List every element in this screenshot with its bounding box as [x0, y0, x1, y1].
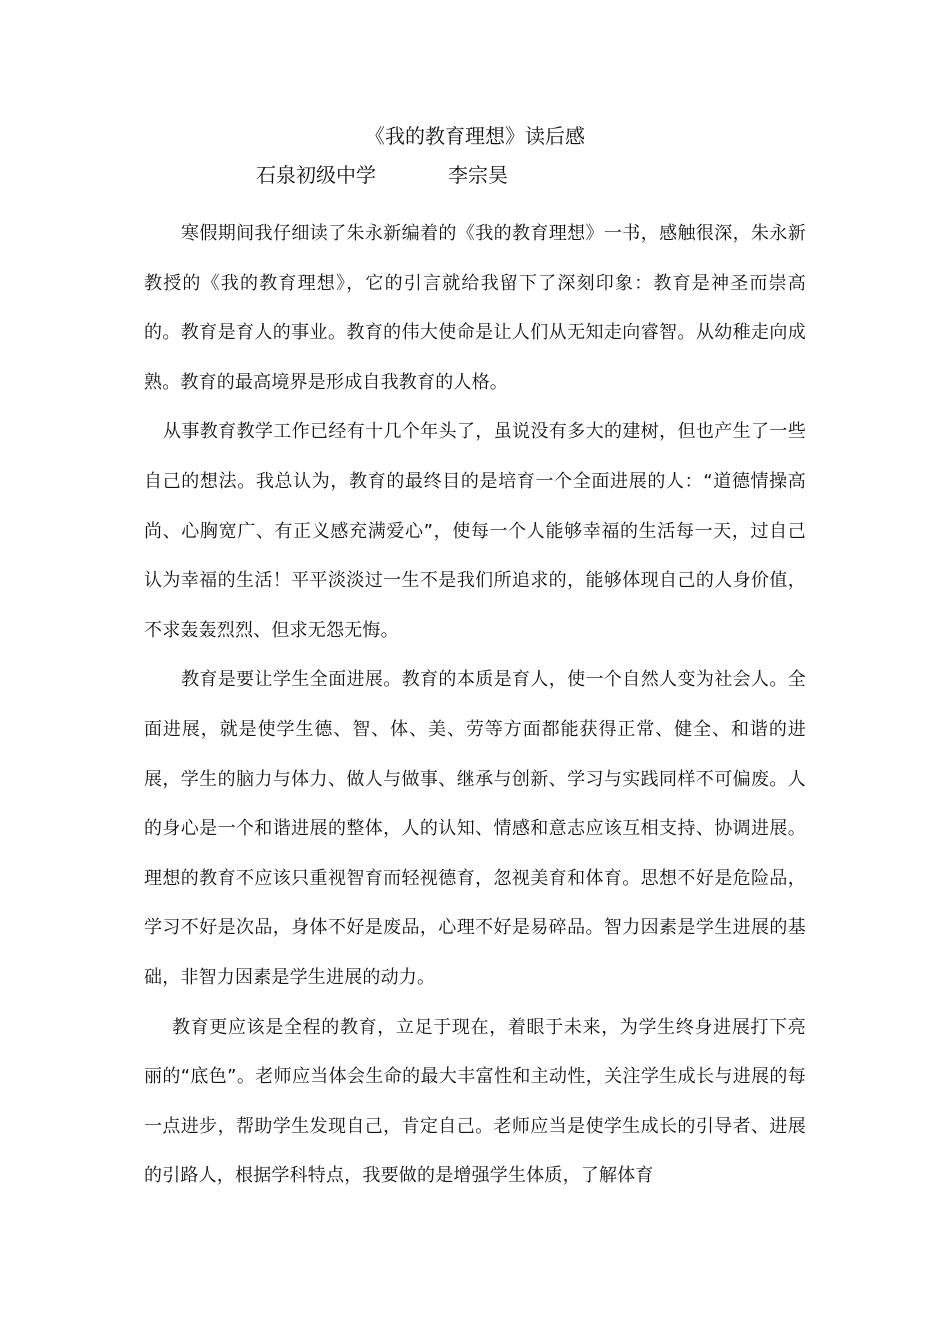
document-body	[144, 209, 806, 1201]
paragraph-1: 寒假期间我仔细读了朱永新编着的《我的教育理想》一书，感触很深，朱永新教授的《我的教育理想》，它的引言就给我留下了深刻印象：教育是神圣而崇高的。教育是育人的事业。教育的伟大使命是让人们从无知走向睿智。从幼稚走向成熟。教育的最高境界是形成自我教育的人格。	[144, 223, 806, 393]
paragraph-2: 从事教育教学工作已经有十几个年头了，虽说没有多大的建树，但也产生了一些自己的想法。我总认为，教育的最终目的是培育一个全面进展的人：“道德情操高尚、心胸宽广、有正义感充满爱心”，使每一个人能够幸福的生活每一天，过自己认为幸福的生活！平平淡淡过一生不是我们所追求的，能够体现自己的人身价值，不求轰轰烈烈、但求无怨无悔。	[144, 421, 806, 641]
document-title: 《我的教育理想》读后感	[365, 124, 585, 148]
paragraph-3: 教育是要让学生全面进展。教育的本质是育人，使一个自然人变为社会人。全面进展，就是使学生德、智、体、美、劳等方面都能获得正常、健全、和谐的进展，学生的脑力与体力、做人与做事、继承与创新、学习与实践同样不可偏废。人的身心是一个和谐进展的整体，人的认知、情感和意志应该互相支持、协调进展。理想的教育不应该只重视智育而轻视德育，忽视美育和体育。思想不好是危险品，学习不好是次品，身体不好是废品，心理不好是易碎品。智力因素是学生进展的基础，非智力因素是学生进展的动力。	[144, 669, 806, 988]
author-name: 李宗昊	[448, 163, 508, 187]
paragraph-4: 教育更应该是全程的教育，立足于现在，着眼于未来，为学生终身进展打下亮丽的“底色”。老师应当体会生命的最大丰富性和主动性，关注学生成长与进展的每一点进步，帮助学生发现自己，肯定自己。老师应当是使学生成长的引导者、进展的引路人，根据学科特点，我要做的是增强学生体质，了解体育	[144, 1016, 806, 1187]
school-name: 石泉初级中学	[256, 163, 376, 187]
